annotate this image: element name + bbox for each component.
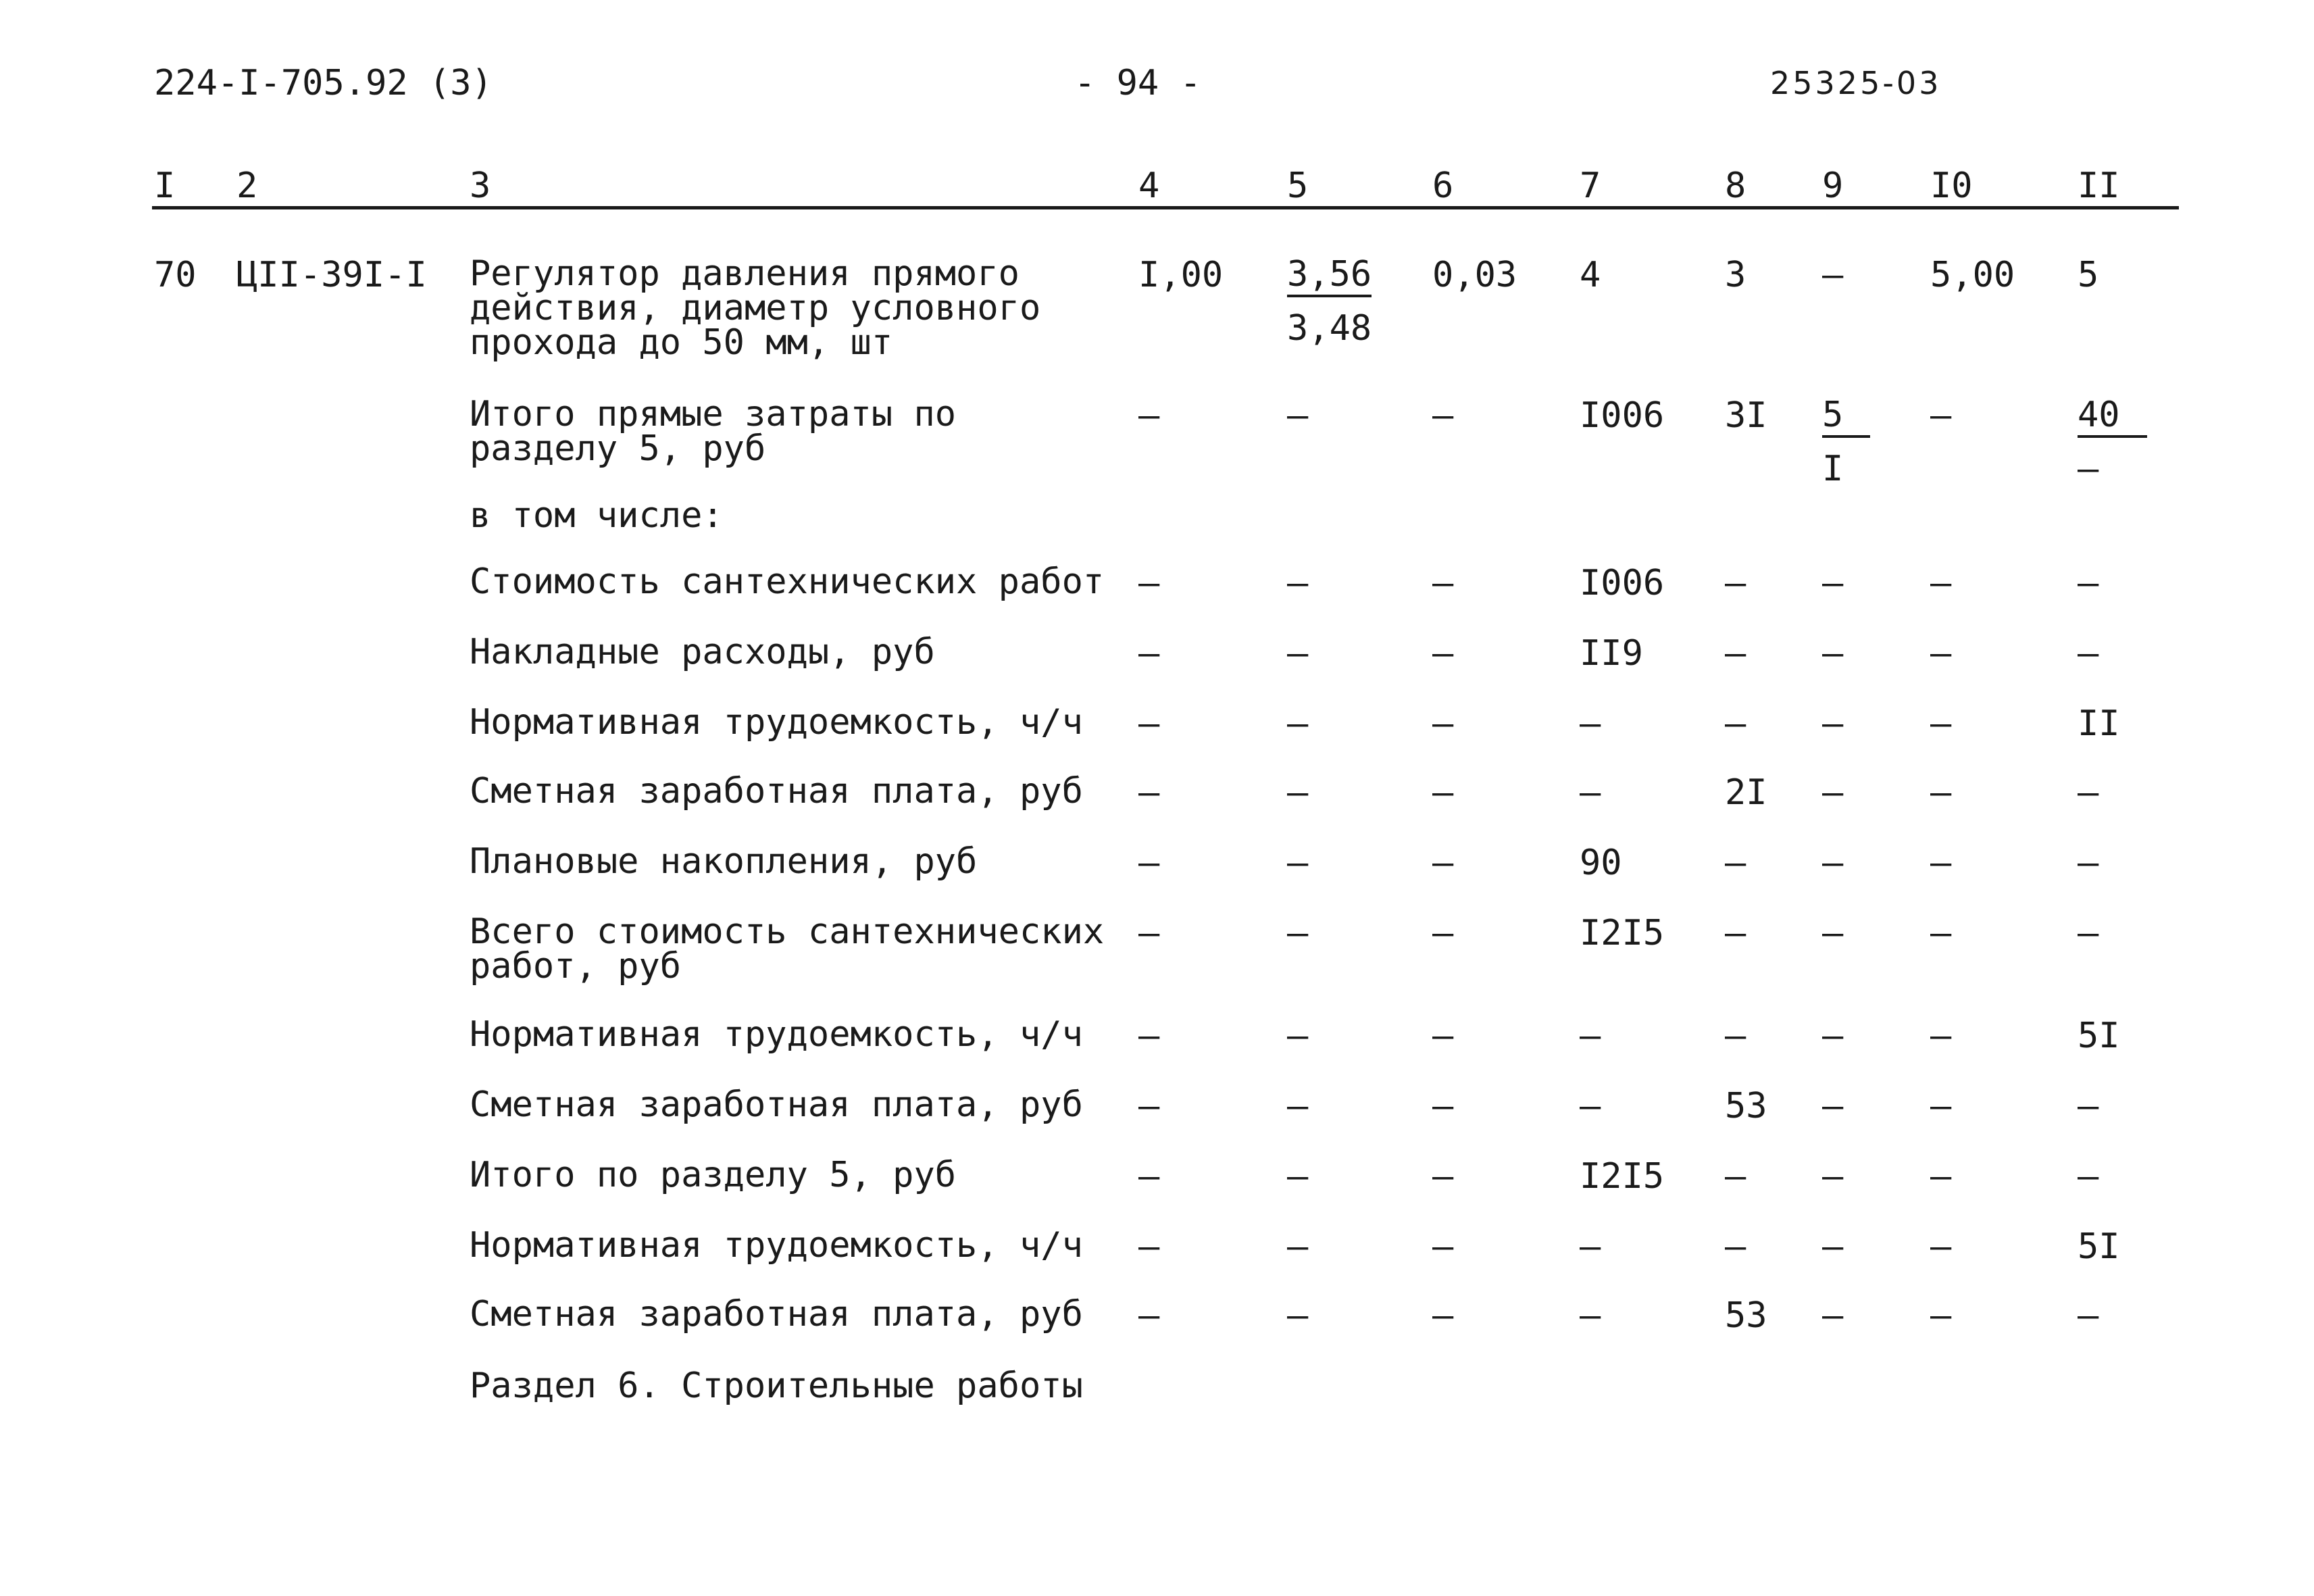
cell-col-7: I2I5 (1580, 913, 1665, 953)
cell-col-9-fraction (1822, 396, 1870, 488)
cell-col-7: – (1580, 703, 1601, 744)
cell-col-9-denominator: I (1822, 449, 1844, 489)
cell-col-5: – (1287, 1016, 1309, 1056)
cell-col-7: – (1580, 1016, 1601, 1056)
cell-col-10: – (1930, 1156, 1952, 1197)
cell-col-8: – (1725, 1156, 1746, 1197)
cell-col-6: – (1432, 633, 1454, 674)
cell-col-8: 53 (1725, 1295, 1767, 1336)
cell-col-4: – (1138, 1226, 1160, 1267)
cell-col-8: 53 (1725, 1086, 1767, 1126)
column-header-7: 7 (1580, 166, 1601, 206)
cell-col-4: – (1138, 633, 1160, 674)
cell-col-5: – (1287, 1086, 1309, 1126)
cell-col-6: – (1432, 1295, 1454, 1336)
section-heading: Раздел 6. Строительные работы (470, 1366, 1083, 1406)
cell-col-5: – (1287, 703, 1309, 744)
column-header-2: 2 (236, 166, 258, 206)
row-label: Сметная заработная плата, руб (470, 771, 1083, 812)
row-label: Итого прямые затраты по разделу 5, руб (470, 394, 957, 469)
cell-col-10: – (1930, 633, 1952, 674)
cell-col-9: – (1822, 1086, 1844, 1126)
column-header-5: 5 (1287, 166, 1309, 206)
row-label: Стоимость сантехнических работ (470, 562, 1105, 602)
unit-cost-fraction (1287, 255, 1372, 347)
cell-col-7: – (1580, 1295, 1601, 1336)
cell-col-9: – (1822, 913, 1844, 953)
row-label: Сметная заработная плата, руб (470, 1084, 1083, 1125)
cell-col-11-fraction (2078, 396, 2147, 488)
cell-col-9: – (1822, 1226, 1844, 1267)
cell-col-10: – (1930, 1016, 1952, 1056)
cell-col-9: – (1822, 1295, 1844, 1336)
cell-col-9: – (1822, 1156, 1844, 1197)
cell-col-8: – (1725, 913, 1746, 953)
cell-col-11: – (2078, 843, 2099, 883)
row-number: 70 (154, 255, 197, 295)
cell-col-10: – (1930, 1295, 1952, 1336)
row-label: Накладные расходы, руб (470, 632, 935, 672)
cell-col-8: – (1725, 1016, 1746, 1056)
cell-col-4: – (1138, 843, 1160, 883)
machine-cost: – (1822, 255, 1844, 295)
cell-col-4: – (1138, 563, 1160, 603)
cell-col-7: 90 (1580, 843, 1622, 883)
cell-col-7: I006 (1580, 395, 1665, 436)
cell-col-4: – (1138, 1156, 1160, 1197)
row-label: Нормативная трудоемкость, ч/ч (470, 1225, 1083, 1266)
cell-col-9-numerator: 5 (1822, 396, 1870, 438)
cell-col-4: – (1138, 703, 1160, 744)
column-header-10: I0 (1930, 166, 1973, 206)
cell-col-4: – (1138, 772, 1160, 813)
price-code: ЦII-39I-I (236, 255, 427, 295)
cell-col-7: I2I5 (1580, 1156, 1665, 1197)
archive-number: 25325-03 (1770, 65, 1942, 101)
cell-col-6: – (1432, 563, 1454, 603)
cell-col-9: – (1822, 563, 1844, 603)
cell-col-4: – (1138, 1295, 1160, 1336)
row-label: Плановые накопления, руб (470, 841, 978, 882)
column-header-3: 3 (470, 166, 491, 206)
cell-col-11: 5I (2078, 1016, 2120, 1056)
cell-col-8: – (1725, 843, 1746, 883)
cell-col-8: – (1725, 1226, 1746, 1267)
cell-col-9: – (1822, 843, 1844, 883)
cell-col-8: – (1725, 703, 1746, 744)
cell-col-6: – (1432, 1156, 1454, 1197)
cell-col-11: 5I (2078, 1226, 2120, 1267)
cell-col-5: – (1287, 563, 1309, 603)
cell-col-6: – (1432, 1086, 1454, 1126)
cell-col-10: – (1930, 1086, 1952, 1126)
cell-col-10: – (1930, 772, 1952, 813)
column-header-11: II (2078, 166, 2120, 206)
cell-col-11: II (2078, 703, 2120, 744)
cell-col-5: – (1287, 633, 1309, 674)
cell-col-7: – (1580, 772, 1601, 813)
item-description: Регулятор давления прямого действия, диаметр условного прохода до 50 мм, шт (470, 253, 1041, 363)
cell-col-11: – (2078, 563, 2099, 603)
cell-col-11-denominator: – (2078, 449, 2099, 489)
cell-col-5: – (1287, 1295, 1309, 1336)
total-cost: 4 (1580, 255, 1601, 295)
row-label: Сметная заработная плата, руб (470, 1294, 1083, 1335)
cell-col-9: – (1822, 772, 1844, 813)
row-label: Нормативная трудоемкость, ч/ч (470, 1014, 1083, 1055)
cell-col-11: – (2078, 772, 2099, 813)
cell-col-6: – (1432, 913, 1454, 953)
row-label: Всего стоимость сантехнических работ, руб (470, 912, 1105, 987)
column-header-1: I (154, 166, 176, 206)
cell-col-4: – (1138, 1086, 1160, 1126)
cell-col-11-numerator: 40 (2078, 396, 2147, 438)
cell-col-11: – (2078, 1086, 2099, 1126)
cell-col-6: – (1432, 1016, 1454, 1056)
cell-col-11: – (2078, 633, 2099, 674)
cell-col-10: – (1930, 1226, 1952, 1267)
cell-col-6: – (1432, 843, 1454, 883)
column-header-8: 8 (1725, 166, 1746, 206)
cell-col-7: – (1580, 1086, 1601, 1126)
cell-col-6: – (1432, 1226, 1454, 1267)
cell-col-9: – (1822, 1016, 1844, 1056)
cell-col-10: – (1930, 395, 1952, 436)
cell-col-5: – (1287, 395, 1309, 436)
cell-col-8: – (1725, 633, 1746, 674)
document-code: 224-I-705.92 (3) (154, 63, 493, 103)
cell-col-4: – (1138, 1016, 1160, 1056)
cell-col-6: – (1432, 772, 1454, 813)
unit-cost-denominator: 3,48 (1287, 308, 1372, 349)
cell-col-10: – (1930, 913, 1952, 953)
labor-total: 5 (2078, 255, 2099, 295)
cell-col-5: – (1287, 772, 1309, 813)
labor-per-unit: 5,00 (1930, 255, 2015, 295)
cell-col-5: – (1287, 1226, 1309, 1267)
column-header-4: 4 (1138, 166, 1160, 206)
cell-col-11: – (2078, 1295, 2099, 1336)
cell-col-9: – (1822, 633, 1844, 674)
column-header-6: 6 (1432, 166, 1454, 206)
header-rule (152, 206, 2179, 209)
page-number: - 94 - (1074, 63, 1201, 103)
cell-col-7: II9 (1580, 633, 1643, 674)
cell-col-10: – (1930, 843, 1952, 883)
cell-col-5: – (1287, 913, 1309, 953)
cell-col-5: – (1287, 843, 1309, 883)
cell-col-8: 3I (1725, 395, 1767, 436)
row-label: Нормативная трудоемкость, ч/ч (470, 702, 1083, 743)
cell-col-6: – (1432, 703, 1454, 744)
row-label: Итого по разделу 5, руб (470, 1155, 957, 1195)
cell-col-5: – (1287, 1156, 1309, 1197)
cell-col-7: I006 (1580, 563, 1665, 603)
wage-cost: 3 (1725, 255, 1746, 295)
cell-col-11: – (2078, 1156, 2099, 1197)
cell-col-4: – (1138, 913, 1160, 953)
column-header-9: 9 (1822, 166, 1844, 206)
cell-col-10: – (1930, 563, 1952, 603)
cell-col-8: 2I (1725, 772, 1767, 813)
cell-col-4: – (1138, 395, 1160, 436)
cell-col-11: – (2078, 913, 2099, 953)
labor-rate: 0,03 (1432, 255, 1517, 295)
cell-col-7: – (1580, 1226, 1601, 1267)
quantity: I,00 (1138, 255, 1224, 295)
cell-col-8: – (1725, 563, 1746, 603)
cell-col-6: – (1432, 395, 1454, 436)
including-label: в том числе: (470, 495, 724, 536)
cell-col-9: – (1822, 703, 1844, 744)
cell-col-10: – (1930, 703, 1952, 744)
unit-cost-numerator: 3,56 (1287, 255, 1372, 297)
